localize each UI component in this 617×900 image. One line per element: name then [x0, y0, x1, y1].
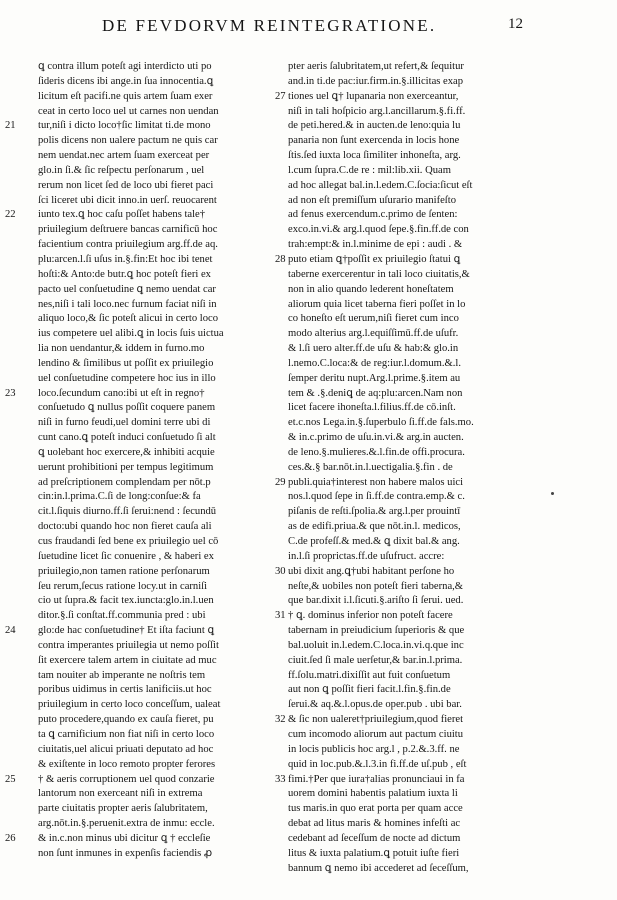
- text-line: [38, 223, 283, 238]
- text-line: [288, 372, 533, 387]
- line-text: conſuetudo ꝗ nullus poſſit coquere panem: [38, 402, 216, 414]
- text-line: [288, 208, 533, 223]
- text-line: [288, 832, 533, 847]
- line-text: in.l.ſi proprictas.ff.de uſufruct. accre:: [288, 550, 445, 562]
- line-text: de leno.§.mulieres.&.l.fin.de offi.procura.: [288, 446, 465, 458]
- text-line: [288, 862, 533, 877]
- text-line: [38, 75, 283, 90]
- text-line: [288, 520, 533, 535]
- text-line: [38, 698, 283, 713]
- text-line: [288, 505, 533, 520]
- text-line: [38, 758, 283, 773]
- text-line: [5, 624, 283, 639]
- line-text: debat ad litus maris & homines infeſti ac: [288, 818, 461, 830]
- text-line: [38, 268, 283, 283]
- text-line: [288, 401, 533, 416]
- text-line: [288, 416, 533, 431]
- text-line: [288, 119, 533, 134]
- line-text: uel conſuetudine competere hoc ius in illo: [38, 372, 216, 384]
- line-text: ad hoc allegat bal.in.l.edem.C.ſocia:ſicut eſt: [288, 179, 473, 191]
- right-text-column: [275, 60, 533, 876]
- text-line: [38, 728, 283, 743]
- line-text: niſi in furno feudi,uel domini terre ubi di: [38, 417, 211, 429]
- marginal-number: 28: [275, 253, 286, 265]
- text-line: [288, 298, 533, 313]
- text-line: [38, 164, 283, 179]
- text-line: [38, 802, 283, 817]
- line-text: ſci liceret ubi dicit inno.in uerſ. reuocarent: [38, 194, 217, 206]
- line-text: tiones uel ꝗ† lupanaria non exerceantur,: [288, 90, 459, 102]
- line-text: fimi.†Per que iura†alias pronunciaui in fa: [288, 773, 465, 785]
- text-line: [38, 817, 283, 832]
- marginal-number: 29: [275, 476, 286, 488]
- text-line: [288, 743, 533, 758]
- line-text: lantorum non exerceant niſi in extrema: [38, 788, 203, 800]
- text-line: [288, 446, 533, 461]
- text-line: [38, 283, 283, 298]
- line-text: ceat in certo loco uel ut carnes non uendan: [38, 105, 219, 117]
- text-line: [38, 253, 283, 268]
- line-text: exco.in.vi.& arg.l.quod ſepe.§.fin.ff.de con: [288, 224, 469, 236]
- text-line: [38, 298, 283, 313]
- line-text: † & aeris corruptionem uel quod conzarie: [38, 773, 215, 785]
- text-line: [288, 194, 533, 209]
- line-text: & exiſtente in loco remoto propter ferores: [38, 758, 216, 770]
- marginal-number: 22: [5, 209, 16, 221]
- line-text: cum incomodo aliorum aut pactum ciuitu: [288, 728, 464, 740]
- line-text: † ꝗ. dominus inferior non poteſt facere: [288, 610, 453, 622]
- text-line: [288, 238, 533, 253]
- text-line: [275, 713, 533, 728]
- text-line: [38, 654, 283, 669]
- line-text: tabernam in preiudicium ſuperioris & que: [288, 625, 465, 637]
- line-text: tem & .§.deniꝗ de aq:plu:arcen.Nam non: [288, 387, 463, 399]
- line-text: publi.quia†interest non habere malos uici: [288, 476, 464, 488]
- text-line: [38, 476, 283, 491]
- text-line: [288, 758, 533, 773]
- line-text: ubi dixit ang.ꝗ†ubi habitant perſone ho: [288, 565, 455, 577]
- text-line: [38, 550, 283, 565]
- text-line: [288, 787, 533, 802]
- text-line: [38, 194, 283, 209]
- text-line: [288, 654, 533, 669]
- text-line: [38, 580, 283, 595]
- left-text-column: [5, 60, 283, 862]
- text-line: [288, 312, 533, 327]
- text-line: [288, 535, 533, 550]
- text-line: [5, 119, 283, 134]
- paper-speck: [551, 492, 554, 495]
- line-text: lendino & ſimilibus ut poſſit ex priuilegio: [38, 357, 214, 369]
- text-line: [275, 253, 533, 268]
- line-text: aliquo loco,& ſic poteſt alicui in certo loco: [38, 313, 219, 325]
- line-text: nes,niſi i tali loco.nec furnum faciat niſi in: [38, 298, 217, 310]
- line-text: bal.uoluit in.l.edem.C.loca.in.vi.q.que inc: [288, 639, 464, 651]
- line-text: uerunt prohibitioni per tempus legitimum: [38, 461, 214, 473]
- text-line: [38, 609, 283, 624]
- line-text: pter aeris ſalubritatem,ut refert,& ſequitur: [288, 61, 464, 72]
- text-line: [288, 283, 533, 298]
- line-text: cit.l.ſiquis diurno.ff.ſi ſerui:nend : ſecundū: [38, 506, 217, 518]
- line-text: neſte,& uobiles non poteſt fieri taberna,&: [288, 580, 464, 592]
- text-line: [38, 490, 283, 505]
- running-title: DE FEVDORVM REINTEGRATIONE.: [102, 16, 437, 35]
- text-line: [5, 832, 283, 847]
- text-line: [288, 179, 533, 194]
- text-line: [288, 149, 533, 164]
- line-text: as de edifi.priua.& que nōt.in.l. medicos,: [288, 521, 461, 533]
- text-line: [275, 773, 533, 788]
- text-line: [38, 787, 283, 802]
- line-text: cedebant ad ſeceſſum de nocte ad dictum: [288, 832, 461, 844]
- line-text: ſtis.ſed iuxta loca ſimiliter inhoneſta, arg.: [288, 150, 461, 162]
- line-text: ditor.§.ſi conſtat.ff.communia pred : ubi: [38, 610, 206, 622]
- marginal-number: 23: [5, 387, 16, 399]
- line-text: pacto uel conſuetudine ꝗ nemo uendat car: [38, 283, 216, 295]
- text-line: [38, 357, 283, 372]
- line-text: l.nemo.C.loca:& de reg:iur.l.domum.&.l.: [288, 357, 462, 369]
- text-line: [288, 342, 533, 357]
- line-text: ſerui.& aq.&.l.opus.de oper.pub . ubi bar.: [288, 699, 462, 711]
- text-line: [288, 223, 533, 238]
- text-line: [38, 535, 283, 550]
- text-line: [38, 520, 283, 535]
- text-line: [288, 431, 533, 446]
- line-text: co honeſto eſt uerum,niſi fieret cum inco: [288, 313, 459, 325]
- line-text: aliorum quia licet taberna fieri poſſet in lo: [288, 298, 466, 310]
- text-line: [38, 669, 283, 684]
- text-line: [288, 624, 533, 639]
- line-text: cunt cano.ꝗ poteſt induci conſuetudo ſi alt: [38, 432, 216, 444]
- line-text: ſeu rerum,ſecus ratione locy.ut in carniſi: [38, 580, 208, 592]
- line-text: ſideris dicens ibi ange.in ſua innocentia.ꝗ: [38, 75, 214, 87]
- text-line: [38, 401, 283, 416]
- line-text: quid in loc.pub.&.l.3.in fi.ff.de uſ.pub , eſt: [288, 758, 467, 770]
- line-text: ta ꝗ carnificium non fiat niſi in certo loco: [38, 728, 215, 740]
- line-text: polis dicens non ualere pactum ne quis car: [38, 135, 218, 147]
- text-line: [38, 179, 283, 194]
- page-number: 12: [508, 16, 523, 32]
- line-text: priuilegio,non tamen ratione perſonarum: [38, 565, 210, 577]
- text-line: [288, 594, 533, 609]
- text-line: [38, 238, 283, 253]
- line-text: ſemper deritu nupt.Arg.l.prime.§.item au: [288, 372, 461, 384]
- text-line: [288, 817, 533, 832]
- text-line: [38, 594, 283, 609]
- text-line: [288, 490, 533, 505]
- text-line: [288, 134, 533, 149]
- line-text: licitum eſt pacifi.ne quis artem ſuam exer: [38, 90, 213, 102]
- marginal-number: 27: [275, 90, 286, 102]
- text-line: [288, 550, 533, 565]
- line-text: cin:in.l.prima.C.ſi de long:conſue:& fa: [38, 491, 201, 503]
- text-line: [288, 683, 533, 698]
- line-text: parte ciuitatis propter aeris ſalubritatem,: [38, 803, 208, 815]
- line-text: ꝗ contra illum poteſt agi interdicto uti po: [38, 61, 212, 72]
- text-line: [288, 164, 533, 179]
- line-text: plu:arcen.l.ſi uſus in.§.fin:Et hoc ibi tenet: [38, 253, 213, 265]
- line-text: rerum non licet ſed de loco ubi fieret paci: [38, 179, 214, 191]
- line-text: tam nouiter ab imperante ne noſtris tem: [38, 669, 206, 681]
- text-line: [38, 90, 283, 105]
- line-text: non in alio quando lederent honeſtatem: [288, 283, 454, 295]
- text-line: [38, 327, 283, 342]
- line-text: ces.&.§ bar.nōt.in.l.uectigalia.§.fin . de: [288, 461, 453, 473]
- line-text: licet facere ihoneſta.l.filius.ff.de cō.inſt.: [288, 402, 456, 414]
- line-text: hoſti:& Anto:de butr.ꝗ hoc poteſt fieri ex: [38, 268, 211, 280]
- text-line: [288, 728, 533, 743]
- line-text: ꝗ uolebant hoc exercere,& inhibiti acquie: [38, 446, 215, 458]
- line-text: que bar.dixit i.l.ſicuti.§.ariſto ſi ſerui. ued.: [288, 595, 464, 607]
- marginal-number: 32: [275, 714, 286, 726]
- line-text: modo alterius arg.l.equiſſimū.ff.de uſufr.: [288, 328, 459, 340]
- line-text: ſuetudine licet ſic conuenire , & haberi ex: [38, 550, 214, 562]
- line-text: and.in ti.de pac:iur.firm.in.§.illicitas exap: [288, 75, 464, 87]
- marginal-number: 33: [275, 773, 286, 785]
- line-text: ciuitatis,uel alicui priuati deputato ad hoc: [38, 743, 214, 755]
- text-line: [288, 698, 533, 713]
- line-text: ad preſcriptionem complendam per nōt.p: [38, 476, 211, 488]
- text-line: [288, 60, 533, 75]
- line-text: puto etiam ꝗ†poſſit ex priuilegio ſtatui ꝗ: [288, 253, 461, 265]
- line-text: de peti.hered.& in aucten.de leno:quia lu: [288, 120, 461, 132]
- text-line: [38, 134, 283, 149]
- line-text: piſanis de reſti.ſpolia.& arg.l.per prouintī: [288, 506, 461, 518]
- line-text: priuilegium deſtruere bancas carnificū hoc: [38, 224, 218, 236]
- line-text: aut non ꝗ poſſit fieri facit.l.fin.§.fin.de: [288, 684, 451, 696]
- running-header: [0, 15, 617, 39]
- text-line: [38, 446, 283, 461]
- text-line: [38, 105, 283, 120]
- text-line: [275, 565, 533, 580]
- line-text: facientium contra priuilegium arg.ff.de aq.: [38, 239, 218, 251]
- marginal-number: 24: [5, 625, 16, 637]
- line-text: C.de profeſſ.& med.& ꝗ dixit bal.& ang.: [288, 536, 460, 547]
- text-line: [38, 683, 283, 698]
- line-text: litus & iuxta palatium.ꝗ potuit iuſte fieri: [288, 847, 460, 859]
- line-text: priuilegium in certo loco conceſſum, ualeat: [38, 699, 221, 711]
- text-line: [38, 372, 283, 387]
- text-line: [275, 609, 533, 624]
- text-line: [288, 669, 533, 684]
- line-text: ſit exercere talem artem in ciuitate ad muc: [38, 654, 217, 666]
- line-text: tus maris.in quo erat porta per quam acce: [288, 803, 463, 815]
- marginal-number: 31: [275, 610, 286, 622]
- line-text: ad fenus exercendum.c.primo de ſenten:: [288, 209, 458, 221]
- text-line: [288, 387, 533, 402]
- line-text: loco.ſecundum cano:ibi ut eſt in regno†: [38, 387, 205, 399]
- marginal-number: 21: [5, 120, 16, 132]
- text-line: [5, 387, 283, 402]
- text-line: [38, 639, 283, 654]
- line-text: uorem domini habentis palatium iuxta li: [288, 788, 458, 800]
- text-line: [288, 357, 533, 372]
- text-line: [288, 802, 533, 817]
- text-line: [38, 713, 283, 728]
- text-line: [38, 743, 283, 758]
- text-line: [288, 639, 533, 654]
- line-text: ius competere uel alibi.ꝗ in locis ſuis uictua: [38, 328, 224, 340]
- text-line: [5, 773, 283, 788]
- line-text: contra imperantes priuilegia ut nemo poſſit: [38, 639, 219, 651]
- line-text: trah:empt:& in.l.minime de epi : audi . &: [288, 239, 463, 251]
- line-text: lia non uendantur,& iddem in furno.mo: [38, 343, 205, 355]
- line-text: docto:ubi quando hoc non fieret cauſa ali: [38, 521, 212, 533]
- line-text: glo:de hac conſuetudine† Et iſta faciunt ꝗ: [38, 625, 215, 637]
- text-line: [38, 461, 283, 476]
- line-text: & l.ſi uero alter.ff.de uſu & hab:& glo.in: [288, 343, 459, 355]
- line-text: cio ut ſupra.& facit tex.iuncta:glo.in.l.uen: [38, 595, 214, 607]
- text-line: [38, 565, 283, 580]
- line-text: taberne exercerentur in tali loco ciuitatis,&: [288, 268, 470, 280]
- line-text: & ſic non ualeret†priuilegium,quod fieret: [288, 714, 464, 726]
- line-text: & in.c.primo de uſu.in.vi.& arg.in aucten.: [288, 432, 464, 444]
- text-line: [288, 75, 533, 90]
- text-line: [38, 149, 283, 164]
- line-text: panaria non ſunt exercenda in locis hone: [288, 135, 460, 147]
- line-text: & in.c.non minus ubi dicitur ꝗ † eccleſie: [38, 832, 211, 844]
- line-text: nos.l.quod ſepe in ſi.ff.de contra.emp.& c.: [288, 491, 465, 503]
- text-line: [288, 461, 533, 476]
- line-text: puto procedere,quando ex cauſa fieret, pu: [38, 714, 214, 726]
- text-line: [288, 327, 533, 342]
- text-line: [288, 105, 533, 120]
- marginal-number: 30: [275, 565, 286, 577]
- text-line: [288, 268, 533, 283]
- text-line: [38, 416, 283, 431]
- text-line: [38, 312, 283, 327]
- line-text: ff.ſolu.matri.dixiſſit aut fuit conſuetum: [288, 669, 451, 681]
- line-text: cus fraudandi ſed bene ex priuilegio uel cō: [38, 536, 219, 547]
- line-text: in locis publicis hoc arg.l , p.2.&.3.ff. ne: [288, 743, 460, 755]
- line-text: non ſunt inmunes in expenſis faciendis ꝓ: [38, 847, 213, 859]
- line-text: glo.in ſi.& ſic reſpectu perſonarum , uel: [38, 164, 205, 176]
- line-text: bannum ꝗ nemo ibi accederet ad ſeceſſum,: [288, 862, 469, 874]
- text-line: [38, 431, 283, 446]
- line-text: tur,niſi i dicto loco†ſic limitat ti.de mono: [38, 120, 211, 132]
- line-text: niſi in tali hoſpicio arg.l.ancillarum.§.fi.ff.: [288, 105, 466, 117]
- text-line: [275, 476, 533, 491]
- line-text: et.c.nos Lega.in.§.ſuperbulo ſi.ff.de fals.mo.: [288, 417, 474, 429]
- line-text: iunto tex.ꝗ hoc caſu poſſet habens tale†: [38, 209, 206, 221]
- text-line: [38, 505, 283, 520]
- marginal-number: 25: [5, 773, 16, 785]
- text-line: [38, 847, 283, 862]
- text-line: [38, 342, 283, 357]
- line-text: ciuit.ſed ſi male uerſetur,& bar.in.l.prima.: [288, 654, 463, 666]
- line-text: nem uendat.nec artem ſuam exerceat per: [38, 150, 210, 162]
- text-line: [288, 847, 533, 862]
- text-line: [5, 208, 283, 223]
- line-text: poribus uidimus in certis lanificiis.ut hoc: [38, 684, 212, 696]
- text-line: [38, 60, 283, 75]
- text-line: [288, 580, 533, 595]
- marginal-number: 26: [5, 832, 16, 844]
- line-text: l.cum ſupra.C.de re : mil:lib.xii. Quam: [288, 164, 451, 176]
- line-text: arg.nōt.in.§.peruenit.extra de inmu: eccle.: [38, 818, 215, 830]
- line-text: ad non eſt premiſſum uſurario manifeſto: [288, 194, 456, 206]
- text-line: [275, 90, 533, 105]
